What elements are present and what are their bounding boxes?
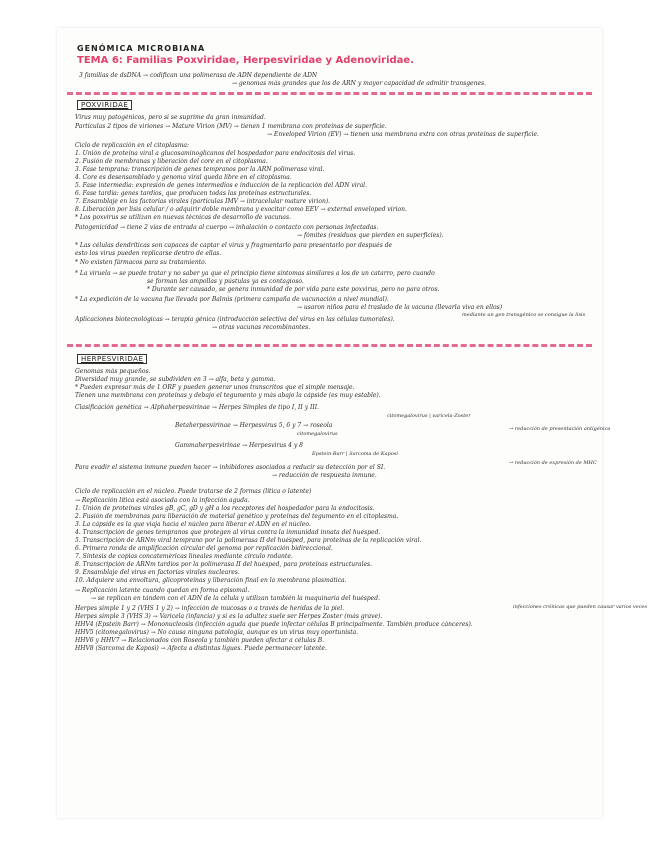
pox-line: → otras vacunas recombinantes. — [212, 324, 311, 331]
section-divider — [67, 344, 592, 347]
herpes-line: 7. Síntesis de copias concateméricas lineales mediante círculo rodante. — [75, 553, 293, 560]
pox-line: Partículas 2 tipos de viriones → Mature Virion (MV) → tienen 1 membrana con proteínas de superficie. — [75, 123, 387, 130]
herpes-line: → se replican en tándem con el ADN de la célula y utilizan también la maquinaria del huésped. — [91, 595, 380, 602]
herpes-line: Genomas más pequeños. — [75, 368, 151, 375]
pox-line: Virus muy patogénicos, pero si se suprime da gran inmunidad. — [75, 114, 266, 121]
pox-margin-note: mediante un gen transgénico se consigue la lisis — [462, 312, 586, 318]
topic-title: TEMA 6: Familias Poxviridae, Herpesviridae y Adenoviridae. — [77, 55, 414, 66]
pox-line: Aplicaciones biotecnológicas → terapia génica (introducción selectiva del virus en las células tumorales). — [75, 316, 395, 323]
herpes-margin-note: → reducción de expresión de MHC — [509, 460, 597, 466]
pox-line: se forman las ampollas y pústulas ya es contagioso. — [147, 278, 304, 285]
herpes-line: citomegalovirus | varicela-Zoster — [387, 413, 471, 419]
herpes-line: Herpes simple 1 y 2 (VHS 1 y 2) → infección de mucosas o a través de heridas de la piel. — [75, 605, 345, 612]
herpes-margin-note: infecciones crónicas que pueden causar varios veces — [513, 604, 648, 610]
herpes-line: 4. Transcripción de genes tempranos que protegen al virus contra la inmunidad innata del huésped. — [75, 529, 381, 536]
herpes-line: 6. Primera ronda de amplificación circular del genoma por replicación bidireccional. — [75, 545, 333, 552]
herpes-line: Epstein-Barr | Sarcoma de Kaposi — [312, 451, 398, 457]
pox-line: 5. Fase intermedia: expresión de genes intermedios e inducción de la replicación del ADN viral. — [75, 182, 367, 189]
herpes-line: 9. Ensamblaje del virus en factorías virales nucleares. — [75, 569, 240, 576]
herpes-line: 8. Transcripción de ARNm tardíos por la polimerasa II del huésped, para proteínas estructurales. — [75, 561, 373, 568]
notebook-page — [57, 28, 648, 818]
pox-line: * La expedición de la vacuna fue llevada por Balmis (primera campaña de vacunación a nivel mundial). — [75, 296, 389, 303]
herpes-line: Clasificación genética → Alphaherpesvirinae → Herpes Simples de tipo I, II y III. — [75, 404, 320, 411]
pox-line: * Las células dendríticas son capaces de captar el virus y fragmentarlo para presentarlo por después de — [75, 242, 393, 249]
herpes-line: Gammaherpesvirinae → Herpesvirus 4 y 8 — [175, 442, 303, 449]
pox-line: * No existen fármacos para su tratamiento. — [75, 259, 207, 266]
herpes-line: → Replicación latente cuando quedan en forma episomal. — [75, 587, 250, 594]
page-title: GENÓMICA MICROBIANA — [77, 44, 206, 53]
herpes-line: HHV8 (Sarcoma de Kaposi) → Afecta a distintas ligues. Puede permanecer latente. — [75, 645, 327, 652]
section-divider — [67, 92, 592, 95]
herpes-line: Ciclo de replicación en el núcleo. Puede tratarse de 2 formas (lítica o latente) — [75, 488, 312, 495]
pox-line: → Enveloped Virion (EV) → tienen una membrana extra con otras proteínas de superficie. — [267, 131, 539, 138]
herpes-line: Betaherpesvirinae → Herpesvirus 5, 6 y 7 → roseola — [175, 422, 333, 429]
pox-line: 4. Core es desensamblado y genoma viral queda libre en el citoplasma. — [75, 174, 292, 181]
pox-line: 1. Unión de proteína viral a glucosaminoglicanos del hospedador para endocitosis del virus. — [75, 150, 356, 157]
herpes-line: * Pueden expresar más de 1 ORF y pueden generar unos transcritos que el simple mensaje. — [75, 384, 355, 391]
pox-line: → fómites (residuos que pierden en superficies). — [297, 232, 444, 239]
herpes-line: 1. Unión de proteínas virales gB, gC, gD y gH a los receptores del hospedador para la endocitosis. — [75, 505, 375, 512]
pox-line: 2. Fusión de membranas y liberación del core en el citoplasma. — [75, 158, 268, 165]
pox-line: * La viruela → se puede tratar y no saber ya que el principio tiene síntomas similares a los de un catarro, pero cuando — [75, 270, 435, 277]
pox-line: 6. Fase tardía: genes tardíos, que producen todas las proteínas estructurales. — [75, 190, 312, 197]
herpes-line: citomegalovirus — [297, 431, 338, 437]
herpes-line: HHV5 (citomegalovirus) → No causa ninguna patología, aunque es un virus muy oportunista. — [75, 629, 359, 636]
pox-line: esto los virus pueden replicarse dentro de ellas. — [75, 250, 222, 257]
section-heading-herpesviridae: HERPESVIRIDAE — [77, 354, 147, 364]
pox-line: Patogenicidad → tiene 2 vías de entrada al cuerpo → inhalación o contacto con personas infectadas. — [75, 224, 379, 231]
herpes-line: Diversidad muy grande, se subdividen en 3 → alfa, beta y gamma. — [75, 376, 276, 383]
pox-line: → usaron niños para el traslado de la vacuna (llevarla viva en ellos) — [297, 304, 503, 311]
herpes-line: 5. Transcripción de ARNm viral temprano por la polimerasa II del huésped, para proteínas de la replicación viral. — [75, 537, 422, 544]
pox-line: 7. Ensamblaje en las factorías virales (partículas IMV → intracelular mature virion). — [75, 198, 331, 205]
pox-line: 8. Liberación por lisis celular / o adquirir doble membrana y exocitar como EEV → external enveloped virion. — [75, 206, 407, 213]
pox-line: 3. Fase temprana: transcripción de genes tempranos por la ARN polimerasa viral. — [75, 166, 325, 173]
herpes-line: 3. La cápside es la que viaja hacia el núcleo para liberar el ADN en el núcleo. — [75, 521, 311, 528]
herpes-line: → Replicación lítica está asociada con la infección aguda. — [75, 497, 250, 504]
herpes-line: → reducción de respuesta inmune. — [272, 472, 377, 479]
herpes-line: HHV6 y HHV7 → Relacionados con Roseola y también pueden afectar a células B. — [75, 637, 325, 644]
herpes-line: 10. Adquiere una envoltura, glicoproteínas y liberación final en la membrana plasmática. — [75, 577, 347, 584]
pox-line: * Los poxvirus se utilizan en nuevas técnicas de desarrollo de vacunas. — [75, 214, 291, 221]
herpes-margin-note: → reducción de presentación antigénica — [509, 426, 611, 432]
herpes-line: Para evadir el sistema inmune pueden hacer → inhibidores asociados a reducir su detección por el SI. — [75, 464, 386, 471]
herpes-line: 2. Fusión de membranas para liberación de material genético y proteínas del tegumento en el citoplasma. — [75, 513, 399, 520]
intro-line: → genomas más grandes que los de ARN y mayor capacidad de admitir transgenes. — [232, 80, 486, 87]
intro-line: 3 familias de dsDNA → codifican una polimerasa de ADN dependiente de ADN — [79, 72, 318, 79]
pox-line: * Durante ser causado, se genera inmunidad de por vida para este poxvirus, pero no para otros. — [147, 286, 440, 293]
herpes-line: HHV4 (Epstein Barr) → Mononucleosis (infección aguda que puede infectar células B principalmente. También produce cánceres). — [75, 621, 473, 628]
herpes-line: Tienen una membrana con proteínas y debajo el tegumento y más abajo la cápside (es muy estable). — [75, 392, 381, 399]
herpes-line: Herpes simple 3 (VHS 3) → Varicela (infancia) y si es la adultez suele ser Herpes Zoster (más grave). — [75, 613, 383, 620]
pox-line: Ciclo de replicación en el citoplasma: — [75, 142, 190, 149]
section-heading-poxviridae: POXVIRIDAE — [77, 100, 132, 110]
